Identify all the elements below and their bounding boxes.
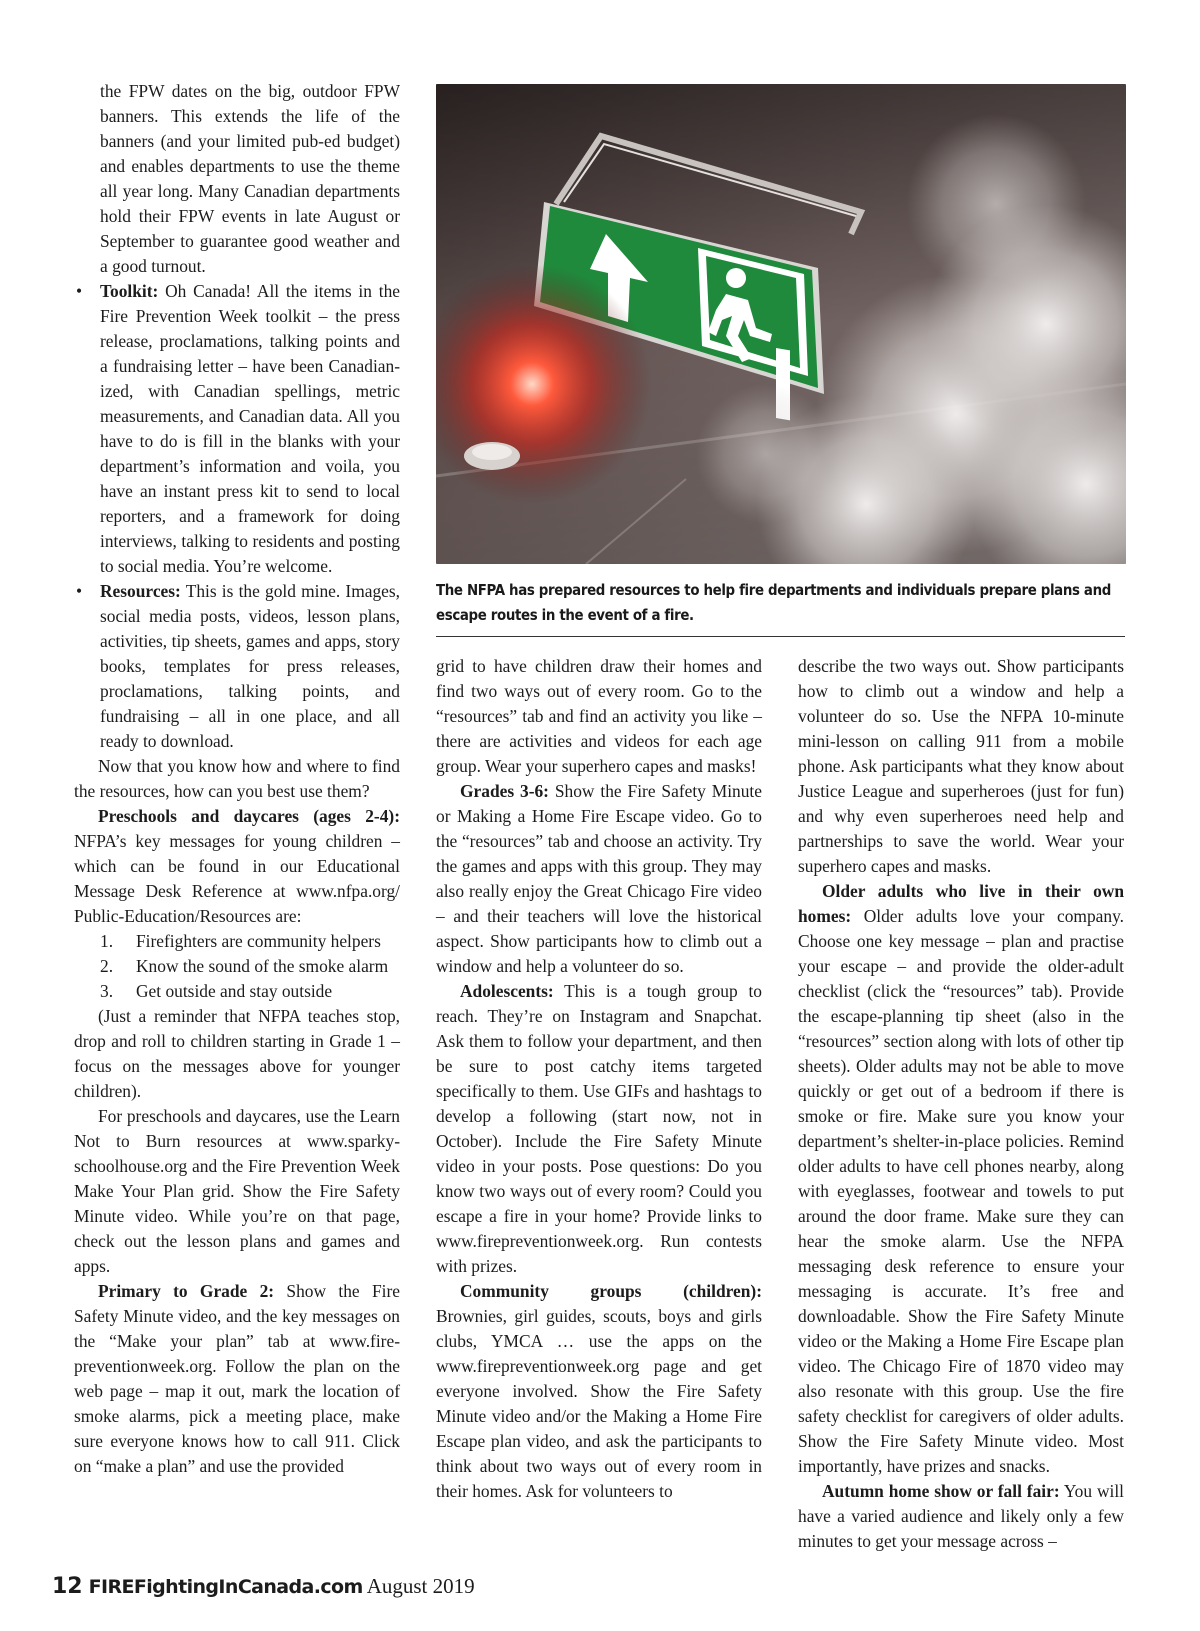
- paragraph-autumn: [798, 1479, 1124, 1554]
- paragraph-primary: [74, 1279, 400, 1479]
- list-item-text: Know the sound of the smoke alarm: [136, 956, 389, 976]
- section-heading: Older adults who live in their own homes:: [798, 881, 1124, 926]
- article-column-1: [74, 79, 400, 1479]
- resource-bullet-list: [74, 279, 400, 754]
- paragraph: For preschools and daycares, use the Learn Not to Burn resources at www.sparkyschoolhouse.org and the Fire Prevention Week Make Your Plan grid. Show the Fire Safety Minute video. While you’re on that page, check out the lesson plans and games and apps.: [74, 1106, 400, 1276]
- paragraph: the FPW dates on the big, outdoor FPW banners. This extends the life of the banners (and your limited pub-ed budget) and enables departments to use the theme all year long. Many Canadian departments hold their FPW events in late August or September to guarantee good weather and a good turnout.: [100, 81, 400, 276]
- paragraph-older-adults: [798, 879, 1124, 1479]
- site-name: FIREFightingInCanada.com: [88, 1576, 363, 1598]
- photo-caption: The NFPA has prepared resources to help fire departments and individuals prepare plans and escape routes in the event of a fire.: [436, 581, 1111, 624]
- list-item: [74, 954, 400, 979]
- paragraph-text: You will have a varied audience and likely only a few minutes to get your message across –: [798, 1481, 1125, 1551]
- section-heading: Grades 3-6:: [460, 781, 549, 801]
- paragraph: (Just a reminder that NFPA teaches stop, drop and roll to children starting in Grade 1 – focus on the messages above for younger children).: [74, 1006, 400, 1101]
- section-heading: Adolescents:: [460, 981, 554, 1001]
- article-column-2: [436, 654, 762, 1504]
- paragraph-text: Older adults love your company. Choose one key message – plan and practise your escape – and provide the older-adult checklist (click the “resources” tab). Provide the escape-planning tip sheet (also in the “resources” section along with lots of other tip sheets). Older adults may not be able to move quickly or get out of a bedroom if there is smoke or fire. Make sure you know your department’s shelter-in-place policies. Remind older adults to have cell phones nearby, along with eyeglasses, footwear and towels to put around the door frame. Make sure they can hear the smoke alarm. Use the NFPA messaging desk reference to ensure your messaging is accurate. It’s free and downloadable. Show the Fire Safety Minute video or the Making a Home Fire Escape plan video. The Chicago Fire of 1870 video may also resonate with this group. Use the fire safety checklist for caregivers of older adults. Show the Fire Safety Minute video. Most importantly, have prizes and snacks.: [798, 906, 1124, 1476]
- issue-date: August 2019: [366, 1574, 475, 1598]
- paragraph-text: This is a tough group to reach. They’re on Instagram and Snapchat. Ask them to follow your department, and then be sure to post catchy items targeted specifically to them. Use GIFs and hashtags to develop a following (start now, not in October). Include the Fire Safety Minute video in your posts. Pose questions: Do you know two ways out of every room? Could you escape a fire in your home? Provide links to www.firepreventionweek.org. Run contests with prizes.: [436, 981, 762, 1276]
- list-item: [74, 929, 400, 954]
- paragraph: Now that you know how and where to find the resources, how can you best use them?: [74, 756, 400, 801]
- bullet-resources: [74, 579, 400, 754]
- section-heading: Preschools and daycares (ages 2-4):: [98, 806, 400, 826]
- section-heading: Community groups (children):: [460, 1281, 762, 1301]
- bullet-title: Resources:: [100, 581, 181, 601]
- list-item-text: Firefighters are community helpers: [136, 931, 381, 951]
- bullet-text: Oh Canada! All the items in the Fire Prevention Week toolkit – the press release, proclamations, talking points and a fundraising letter – have been Canadian-ized, with Canadian spellings, metric measurements, and Canadian data. All you have to do is fill in the blanks with your department’s information and voila, you have an instant press kit to send to local reporters, and a framework for doing interviews, talking to residents and posting to social media. You’re welcome.: [100, 281, 400, 576]
- list-number: 1.: [100, 931, 114, 951]
- article-column-3: [798, 654, 1124, 1554]
- paragraph-text: Show the Fire Safety Minute video, and the key messages on the “Make your plan” tab at www.firepreventionweek.org. Follow the plan on the web page – map it out, mark the location of smoke alarms, pick a meeting place, make sure everyone knows how to call 911. Click on “make a plan” and use the provided: [74, 1281, 400, 1476]
- caption-divider: [436, 636, 1125, 637]
- paragraph-text: Show the Fire Safety Minute or Making a Home Fire Escape video. Go to the “resources” tab and choose an activity. Try the games and apps with this group. They may also really enjoy the Great Chicago Fire video – and their teachers will love the historical aspect. Show participants how to climb out a window and help a volunteer do so.: [436, 781, 762, 976]
- paragraph-grades: [436, 779, 762, 979]
- exit-sign-icon: [436, 84, 1126, 564]
- paragraph-adolescents: [436, 979, 762, 1279]
- key-messages-list: [74, 929, 400, 1004]
- bullet-title: Toolkit:: [100, 281, 159, 301]
- bullet-toolkit: [74, 279, 400, 579]
- exit-sign-photo: [436, 84, 1126, 564]
- section-heading: Primary to Grade 2:: [98, 1281, 275, 1301]
- list-item-text: Get outside and stay outside: [136, 981, 333, 1001]
- list-number: 3.: [100, 981, 114, 1001]
- paragraph: grid to have children draw their homes and find two ways out of every room. Go to the “resources” tab and find an activity you like – there are activities and videos for each age group. Wear your superhero capes and masks!: [436, 656, 762, 776]
- bullet-icon: •: [76, 581, 83, 601]
- section-heading: Autumn home show or fall fair:: [822, 1481, 1060, 1501]
- paragraph-preschools: [74, 804, 400, 929]
- paragraph: describe the two ways out. Show participants how to climb out a window and help a volunteer do so. Use the NFPA 10-minute mini-lesson on calling 911 from a mobile phone. Ask participants what they know about Justice League and superheroes (just for fun) and why even superheroes need help and partnerships to save the world. Wear your superhero capes and masks.: [798, 656, 1124, 876]
- page-number: 12: [52, 1574, 83, 1599]
- list-number: 2.: [100, 956, 114, 976]
- page-footer: [52, 1574, 475, 1604]
- paragraph-text: Brownies, girl guides, scouts, boys and girls clubs, YMCA … use the apps on the www.firepreventionweek.org page and get everyone involved. Show the Fire Safety Minute video and/or the Making a Home Fire Escape plan video, and ask the participants to think about two ways out of every room in their homes. Ask for volunteers to: [436, 1306, 762, 1501]
- bullet-icon: •: [76, 281, 83, 301]
- paragraph-text: NFPA’s key messages for young children – which can be found in our Educational Message Desk Reference at www.nfpa.org/ Public-Education/Resources are:: [74, 831, 400, 926]
- list-item: [74, 979, 400, 1004]
- bullet-text: This is the gold mine. Images, social media posts, videos, lesson plans, activities, tip sheets, games and apps, story books, templates for press releases, proclamations, talking points, and fundraising – all in one place, and all ready to download.: [100, 581, 400, 751]
- paragraph-community: [436, 1279, 762, 1504]
